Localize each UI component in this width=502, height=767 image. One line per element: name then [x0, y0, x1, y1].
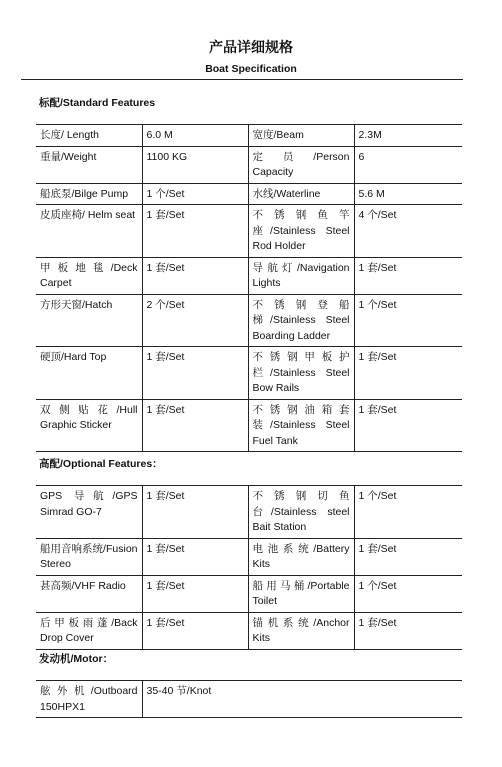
spec-value: 4 个/Set [354, 205, 462, 258]
table-row [36, 612, 462, 649]
standard-features-heading: 标配/Standard Features [39, 97, 156, 109]
table-row [36, 294, 462, 347]
spec-value: 1 套/Set [142, 486, 248, 539]
title-divider [21, 79, 463, 80]
spec-label: 硬顶/Hard Top [36, 347, 142, 400]
standard-features-table [36, 124, 462, 452]
optional-features-heading: 高配/Optional Features： [39, 458, 163, 470]
spec-value: 1 套/Set [354, 257, 462, 294]
table-row [36, 146, 462, 183]
spec-label: 宽度/Beam [248, 125, 354, 147]
spec-label: 重量/Weight [36, 146, 142, 183]
table-row [36, 538, 462, 575]
table-row [36, 575, 462, 612]
spec-value: 1 套/Set [142, 257, 248, 294]
spec-value: 6.0 M [142, 125, 248, 147]
spec-label: 长度/ Length [36, 125, 142, 147]
spec-value: 35-40 节/Knot [142, 681, 462, 718]
spec-label: 水线/Waterline [248, 183, 354, 205]
spec-value: 1 套/Set [142, 205, 248, 258]
spec-value: 1 个/Set [354, 294, 462, 347]
table-row [36, 486, 462, 539]
table-row [36, 681, 462, 718]
spec-label: 船底泵/Bilge Pump [36, 183, 142, 205]
spec-label: GPS 导航/GPS Simrad GO-7 [36, 486, 142, 539]
spec-label: 甲板地毯/Deck Carpet [36, 257, 142, 294]
spec-label: 甚高频/VHF Radio [36, 575, 142, 612]
page-title: 产品详细规格 [209, 39, 293, 55]
spec-value: 2 个/Set [142, 294, 248, 347]
spec-value: 6 [354, 146, 462, 183]
spec-value: 1 个/Set [354, 575, 462, 612]
spec-value: 1 套/Set [354, 399, 462, 452]
spec-value: 1 个/Set [142, 183, 248, 205]
spec-label: 船用马桶/Portable Toilet [248, 575, 354, 612]
table-row [36, 399, 462, 452]
spec-label: 双侧贴花/Hull Graphic Sticker [36, 399, 142, 452]
optional-features-table [36, 485, 462, 650]
page-subtitle: Boat Specification [205, 63, 297, 75]
spec-value: 1 套/Set [142, 347, 248, 400]
spec-label: 不锈钢切鱼台/Stainless steel Bait Station [248, 486, 354, 539]
spec-label: 不锈钢登船梯/Stainless Steel Boarding Ladder [248, 294, 354, 347]
motor-table [36, 680, 462, 718]
spec-value: 1 套/Set [354, 538, 462, 575]
table-row [36, 205, 462, 258]
spec-label: 定 员 /Person Capacity [248, 146, 354, 183]
spec-value: 1 个/Set [354, 486, 462, 539]
spec-value: 1 套/Set [354, 612, 462, 649]
table-row [36, 257, 462, 294]
spec-label: 后甲板雨蓬/Back Drop Cover [36, 612, 142, 649]
spec-value: 2.3M [354, 125, 462, 147]
spec-label: 不锈钢油箱套装/Stainless Steel Fuel Tank [248, 399, 354, 452]
spec-value: 1100 KG [142, 146, 248, 183]
spec-label: 不锈钢鱼竿座/Stainless Steel Rod Holder [248, 205, 354, 258]
spec-label: 船用音响系统/Fusion Stereo [36, 538, 142, 575]
spec-label: 方形天窗/Hatch [36, 294, 142, 347]
table-row [36, 183, 462, 205]
spec-value: 1 套/Set [354, 347, 462, 400]
spec-value: 1 套/Set [142, 399, 248, 452]
spec-value: 1 套/Set [142, 575, 248, 612]
spec-label: 锚机系统/Anchor Kits [248, 612, 354, 649]
spec-label: 导航灯/Navigation Lights [248, 257, 354, 294]
spec-label: 不锈钢甲板护栏/Stainless Steel Bow Rails [248, 347, 354, 400]
motor-heading: 发动机/Motor： [39, 653, 114, 665]
spec-value: 5.6 M [354, 183, 462, 205]
spec-value: 1 套/Set [142, 612, 248, 649]
spec-label: 皮质座椅/ Helm seat [36, 205, 142, 258]
table-row [36, 125, 462, 147]
table-row [36, 347, 462, 400]
spec-value: 1 套/Set [142, 538, 248, 575]
spec-label: 舷外机/Outboard 150HPX1 [36, 681, 142, 718]
spec-label: 电池系统/Battery Kits [248, 538, 354, 575]
